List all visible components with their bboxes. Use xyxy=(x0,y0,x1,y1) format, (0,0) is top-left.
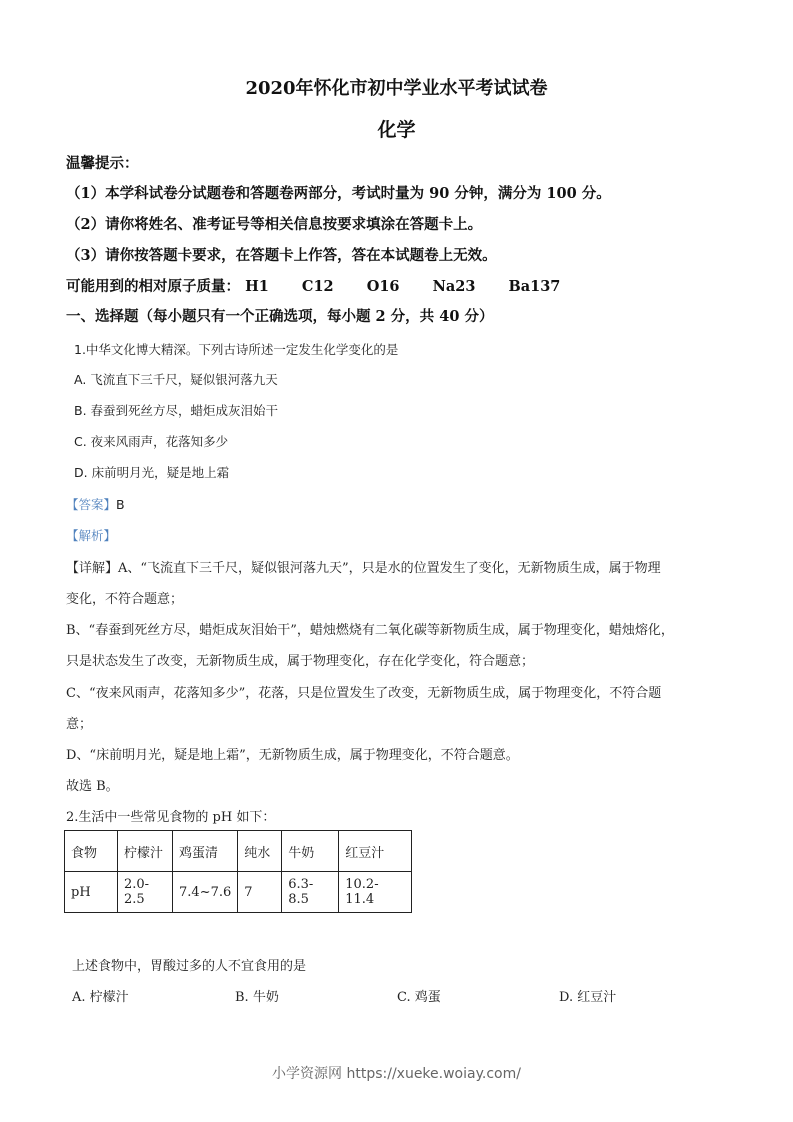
tip-item-3: （3）请你按答题卡要求，在答题卡上作答，答在本试题卷上无效。 xyxy=(66,247,497,264)
atomic-mass-label: 可能用到的相对原子质量： xyxy=(66,278,240,295)
atomic-mass-c: C12 xyxy=(301,278,334,295)
table-cell: 红豆汁 xyxy=(339,831,412,872)
subject-title: 化学 xyxy=(377,119,416,141)
q1-stem: 1.中华文化博大精深。下列古诗所述一定发生化学变化的是 xyxy=(74,342,399,357)
detail-line-1: 【详解】A、“飞流直下三千尺，疑似银河落九天”，只是水的位置发生了变化，无新物质生成，属于物理 xyxy=(66,561,661,576)
detail-line-4: 只是状态发生了改变，无新物质生成，属于物理变化，存在化学变化，符合题意； xyxy=(66,654,535,669)
section-heading: 一、选择题（每小题只有一个正确选项，每小题 2 分，共 40 分） xyxy=(66,308,494,325)
q1-option-c: C. 夜来风雨声，花落知多少 xyxy=(74,434,229,449)
ph-table xyxy=(64,830,412,913)
table-cell: 鸡蛋清 xyxy=(173,831,238,872)
q2-option-b: B. 牛奶 xyxy=(235,990,279,1005)
q1-answer xyxy=(66,495,125,513)
analysis-tag: 【解析】 xyxy=(66,528,117,543)
exam-title: 2020年怀化市初中学业水平考试试卷 xyxy=(245,78,548,99)
q1-option-b: B. 春蚕到死丝方尽，蜡炬成灰泪始干 xyxy=(74,403,279,418)
footer-watermark: 小学资源网 https://xueke.woiay.com/ xyxy=(272,1066,521,1082)
table-cell: pH xyxy=(65,872,118,913)
q2-option-c: C. 鸡蛋 xyxy=(397,990,441,1005)
table-cell: 7.4~7.6 xyxy=(173,872,238,913)
q2-stem: 2.生活中一些常见食物的 pH 如下： xyxy=(66,810,276,825)
table-row xyxy=(65,872,412,913)
table-cell: 食物 xyxy=(65,831,118,872)
q1-option-a: A. 飞流直下三千尺，疑似银河落九天 xyxy=(74,372,278,387)
atomic-mass-o: O16 xyxy=(366,278,400,295)
table-cell: 纯水 xyxy=(238,831,282,872)
detail-line-7: D、“床前明月光，疑是地上霜”，无新物质生成，属于物理变化，不符合题意。 xyxy=(66,748,519,763)
atomic-mass-h: H1 xyxy=(245,278,269,295)
tip-item-2: （2）请你将姓名、准考证号等相关信息按要求填涂在答题卡上。 xyxy=(66,216,483,233)
table-cell: 牛奶 xyxy=(282,831,339,872)
detail-line-6: 意； xyxy=(66,717,93,732)
detail-line-2: 变化，不符合题意； xyxy=(66,592,184,607)
q1-option-d: D. 床前明月光，疑是地上霜 xyxy=(74,465,230,480)
table-cell: 10.2-11.4 xyxy=(339,872,412,913)
answer-tag: 【答案】 xyxy=(66,497,117,512)
atomic-mass-na: Na23 xyxy=(432,278,476,295)
table-row xyxy=(65,831,412,872)
q2-option-a: A. 柠檬汁 xyxy=(72,990,129,1005)
table-cell: 6.3-8.5 xyxy=(282,872,339,913)
atomic-mass-ba: Ba137 xyxy=(508,278,561,295)
q2-question: 上述食物中，胃酸过多的人不宜食用的是 xyxy=(72,959,307,974)
detail-line-8: 故选 B。 xyxy=(66,779,119,794)
q2-option-d: D. 红豆汁 xyxy=(559,990,617,1005)
table-cell: 柠檬汁 xyxy=(118,831,173,872)
answer-value: B xyxy=(116,497,125,512)
tip-item-1: （1）本学科试卷分试题卷和答题卷两部分，考试时量为 90 分钟，满分为 100 分。 xyxy=(66,185,611,202)
tips-heading: 温馨提示： xyxy=(66,155,139,172)
detail-line-5: C、“夜来风雨声，花落知多少”，花落，只是位置发生了改变，无新物质生成，属于物理变化，不符合题 xyxy=(66,686,662,701)
atomic-mass-line xyxy=(66,275,560,296)
table-cell: 7 xyxy=(238,872,282,913)
detail-line-3: B、“春蚕到死丝方尽，蜡炬成灰泪始干”，蜡烛燃烧有二氧化碳等新物质生成，属于物理变化，蜡烛熔化， xyxy=(66,623,674,638)
table-cell: 2.0-2.5 xyxy=(118,872,173,913)
